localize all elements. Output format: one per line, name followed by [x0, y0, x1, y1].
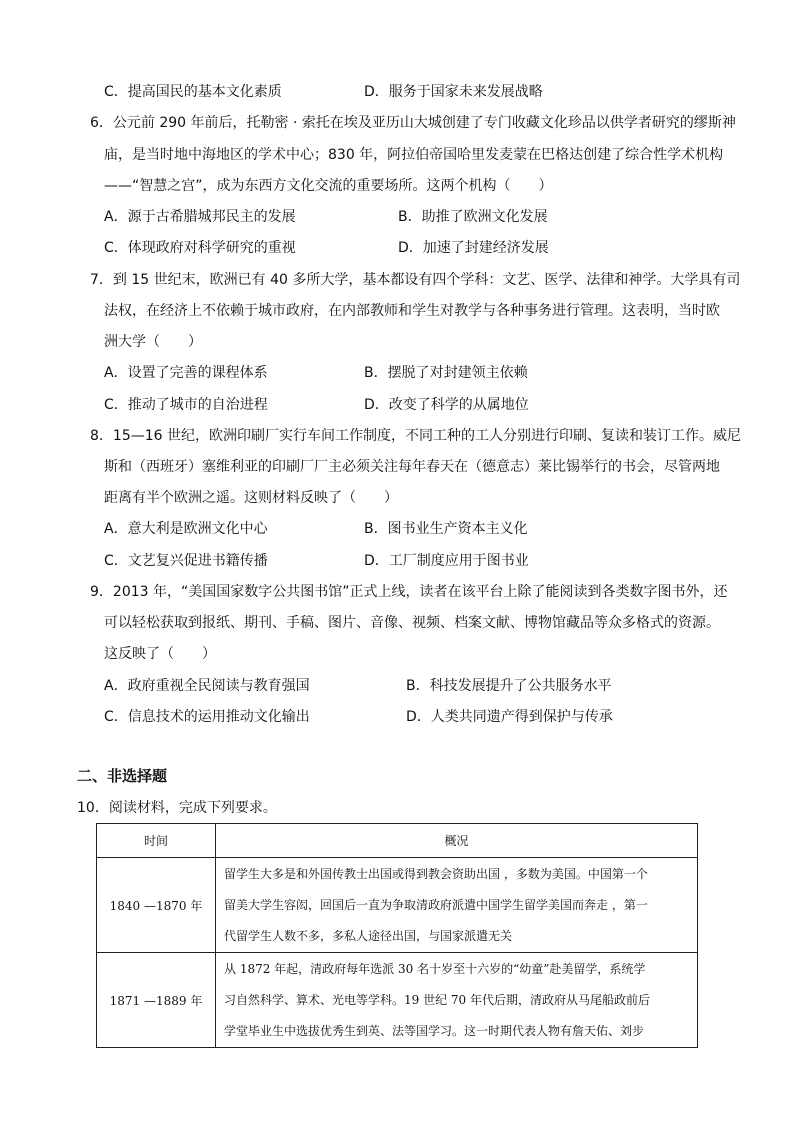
q8-option-c: C．文艺复兴促进书籍传播	[104, 553, 268, 569]
q9-option-d: D．人类共同遗产得到保护与传承	[406, 709, 613, 725]
q5-option-d: D．服务于国家未来发展战略	[364, 84, 543, 100]
table-cell-time: 1871 —1889 年	[97, 953, 216, 1048]
overview-line: 从 1872 年起，清政府每年选派 30 名十岁至十六岁的“幼童”赴美留学，系统学	[224, 961, 646, 976]
q6-option-b: B．助推了欧洲文化发展	[398, 209, 548, 225]
q7-option-d: D．改变了科学的从属地位	[364, 397, 529, 413]
table-cell-time: 1840 —1870 年	[97, 858, 216, 953]
q9-stem-line3: 这反映了（ ）	[104, 646, 216, 662]
overview-line: 学堂毕业生中选拔优秀生到英、法等国学习。这一时期代表人物有詹天佑、刘步	[224, 1023, 645, 1038]
q7-stem-line2: 法权，在经济上不依赖于城市政府，在内部教师和学生对教学与各种事务进行管理。这表明，当时欧	[104, 303, 720, 319]
q9-stem-line1: 9．2013 年，“美国国家数字公共图书馆”正式上线，读者在该平台上除了能阅读到各类数字图书外，还	[90, 584, 728, 600]
q8-option-d: D．工厂制度应用于图书业	[364, 553, 529, 569]
q9-option-b: B．科技发展提升了公共服务水平	[406, 678, 612, 694]
q6-stem-line3: ——“智慧之宫”，成为东西方文化交流的重要场所。这两个机构（ ）	[104, 178, 553, 194]
q8-stem-line3: 距离有半个欧洲之遥。这则材料反映了（ ）	[104, 490, 398, 506]
q6-stem-line1: 6．公元前 290 年前后，托勒密 · 索托在埃及亚历山大城创建了专门收藏文化珍品以供学者研究的缪斯神	[90, 115, 736, 131]
q6-option-a: A．源于古希腊城邦民主的发展	[104, 209, 296, 225]
q9-option-a: A．政府重视全民阅读与教育强国	[104, 678, 310, 694]
table-header-time: 时间	[97, 824, 216, 858]
q8-stem-line2: 斯和（西班牙）塞维利亚的印刷厂厂主必须关注每年春天在（德意志）莱比锡举行的书会，尽管两地	[104, 459, 720, 475]
material-table	[96, 823, 698, 1048]
table-row	[97, 858, 698, 953]
table-cell-overview	[216, 953, 698, 1048]
table-cell-overview	[216, 858, 698, 953]
overview-line: 代留学生人数不多，多私人途径出国，与国家派遣无关	[224, 928, 513, 943]
q7-stem-line3: 洲大学（ ）	[104, 334, 202, 350]
q6-option-c: C．体现政府对科学研究的重视	[104, 240, 296, 256]
q9-option-c: C．信息技术的运用推动文化输出	[104, 709, 310, 725]
q8-option-b: B．图书业生产资本主义化	[364, 521, 528, 537]
q10-stem: 10．阅读材料，完成下列要求。	[77, 800, 277, 816]
table-header-overview: 概况	[216, 824, 698, 858]
table-header-row	[97, 824, 698, 858]
q8-stem-line1: 8．15—16 世纪，欧洲印刷厂实行车间工作制度，不同工种的工人分别进行印刷、复读和装订工作。威尼	[90, 428, 741, 444]
q9-stem-line2: 可以轻松获取到报纸、期刊、手稿、图片、音像、视频、档案文献、博物馆藏品等众多格式的资源。	[104, 615, 720, 631]
q7-option-b: B．摆脱了对封建领主依赖	[364, 365, 528, 381]
overview-line: 留学生大多是和外国传教士出国或得到教会资助出国 ，多数为美国。中国第一个	[224, 866, 648, 881]
q6-stem-line2: 庙，是当时地中海地区的学术中心；830 年，阿拉伯帝国哈里发麦蒙在巴格达创建了综合性学术机构	[104, 147, 724, 163]
q7-stem-line1: 7．到 15 世纪末，欧洲已有 40 多所大学，基本都设有四个学科：文艺、医学、法律和神学。大学具有司	[90, 272, 741, 288]
section-heading: 二、非选择题	[77, 767, 168, 785]
q6-option-d: D．加速了封建经济发展	[398, 240, 549, 256]
table-row	[97, 953, 698, 1048]
q7-option-c: C．推动了城市的自治进程	[104, 397, 268, 413]
overview-line: 留美大学生容闳，回国后一直为争取清政府派遣中国学生留学美国而奔走 ，第一	[224, 897, 648, 912]
q7-option-a: A．设置了完善的课程体系	[104, 365, 268, 381]
q5-option-c: C．提高国民的基本文化素质	[104, 84, 282, 100]
overview-line: 习自然科学、算术、光电等学科。19 世纪 70 年代后期，清政府从马尾船政前后	[224, 992, 650, 1007]
q8-option-a: A．意大利是欧洲文化中心	[104, 521, 268, 537]
